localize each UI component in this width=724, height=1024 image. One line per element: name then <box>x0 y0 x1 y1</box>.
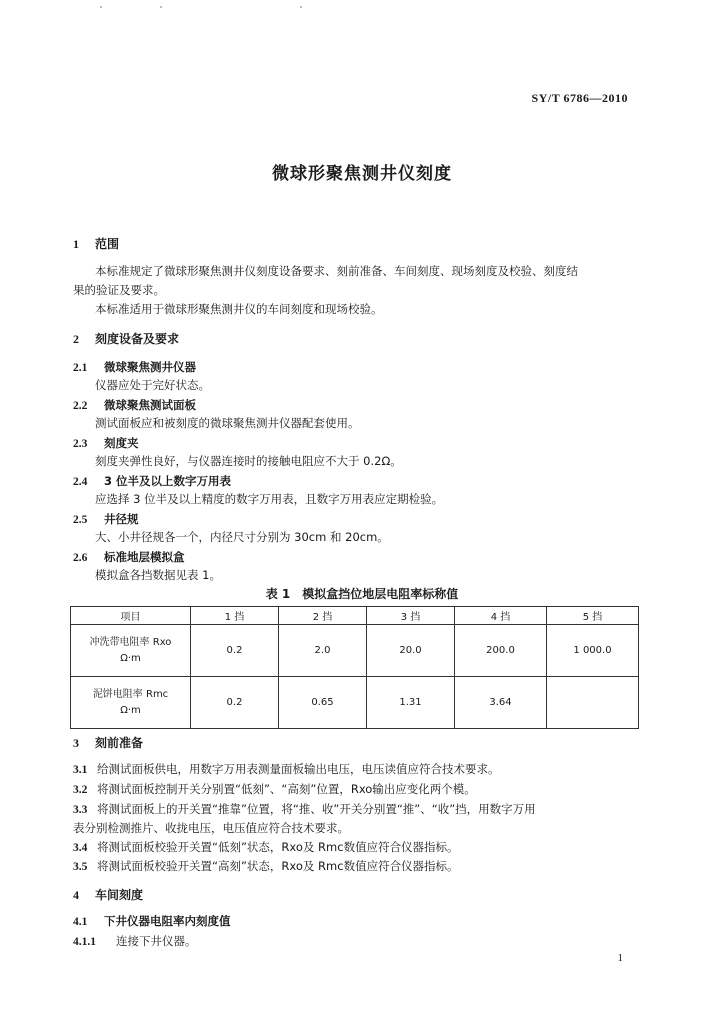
table-row <box>71 677 639 729</box>
document-title: 微球形聚焦测井仪刻度 <box>272 164 452 184</box>
row-label-name: 冲洗带电阻率 Rxo <box>89 636 172 648</box>
subsection-number: 2.6 <box>73 552 88 564</box>
table-cell <box>547 677 639 729</box>
table-cell: 0.65 <box>279 677 367 729</box>
table-cell: 0.2 <box>191 677 279 729</box>
section-number: 1 <box>73 237 79 251</box>
list-item <box>73 837 639 858</box>
table-header-row <box>71 607 639 625</box>
subsection-number: 2.3 <box>73 438 88 450</box>
table-cell: 3.64 <box>455 677 547 729</box>
row-label-unit: Ω·m <box>120 704 141 716</box>
item-number: 3.5 <box>73 861 88 873</box>
subsection-title: 标准地层模拟盒 <box>104 550 185 564</box>
subsection-number: 2.5 <box>73 514 88 526</box>
section-title: 刻度设备及要求 <box>95 332 180 346</box>
subsection-heading <box>73 397 196 413</box>
column-header: 5 挡 <box>547 607 639 625</box>
subsection-number: 2.2 <box>73 400 88 412</box>
item-text: 将测试面板校验开关置“低刻”状态，Rxo及 Rmc数值应符合仪器指标。 <box>97 840 459 854</box>
table-cell: 1 000.0 <box>547 625 639 677</box>
section-title: 车间刻度 <box>95 888 144 902</box>
row-label-name: 泥饼电阻率 Rmc <box>92 688 169 700</box>
list-item <box>73 799 639 820</box>
subsection-title: 3 位半及以上数字万用表 <box>104 474 232 488</box>
item-text: 将测试面板控制开关分别置“低刻”、“高刻”位置，Rxo输出应变化两个模。 <box>97 782 476 796</box>
paragraph: 仪器应处于完好状态。 <box>95 378 210 392</box>
item-number: 3.4 <box>73 842 88 854</box>
column-header: 3 挡 <box>367 607 455 625</box>
table-cell: 0.2 <box>191 625 279 677</box>
paragraph: 测试面板应和被刻度的微球聚焦测井仪器配套使用。 <box>95 416 360 430</box>
column-header: 项目 <box>71 607 191 625</box>
item-text: 将测试面板上的开关置“推靠”位置，将“推、收”开关分别置“推”、“收”挡，用数字万用 <box>97 802 536 816</box>
table-cell: 200.0 <box>455 625 547 677</box>
scan-speck <box>300 6 302 8</box>
subsubsection-heading <box>73 933 197 949</box>
subsection-heading <box>73 359 196 375</box>
paragraph: 应选择 3 位半及以上精度的数字万用表，且数字万用表应定期检验。 <box>95 492 444 506</box>
subsection-heading <box>73 435 139 451</box>
row-label <box>71 677 191 729</box>
subsection-number: 4.1.1 <box>73 936 96 948</box>
table-row <box>71 625 639 677</box>
paragraph: 本标准规定了微球形聚焦测井仪刻度设备要求、刻前准备、车间刻度、现场刻度及校验、刻度结 <box>95 264 578 278</box>
section-1-heading <box>73 235 119 252</box>
table-cell: 2.0 <box>279 625 367 677</box>
subsection-title: 刻度夹 <box>104 436 139 450</box>
section-4-heading <box>73 886 143 903</box>
column-header: 2 挡 <box>279 607 367 625</box>
subsection-number: 4.1 <box>73 916 88 928</box>
subsection-title: 下井仪器电阻率内刻度值 <box>104 914 231 928</box>
paragraph: 模拟盒各挡数据见表 1。 <box>95 568 221 582</box>
column-header: 4 挡 <box>455 607 547 625</box>
scan-speck <box>160 6 162 8</box>
section-number: 4 <box>73 888 79 902</box>
item-number: 3.3 <box>73 804 88 816</box>
data-table <box>70 606 639 729</box>
list-item-continuation: 表分别检测推片、收拢电压，电压值应符合技术要求。 <box>73 821 349 835</box>
section-number: 3 <box>73 736 79 750</box>
item-text: 给测试面板供电，用数字万用表测量面板输出电压，电压读值应符合技术要求。 <box>97 762 500 776</box>
row-label <box>71 625 191 677</box>
subsection-number: 2.1 <box>73 362 88 374</box>
paragraph: 刻度夹弹性良好，与仪器连接时的接触电阻应不大于 0.2Ω。 <box>95 454 402 468</box>
paragraph: 本标准适用于微球形聚焦测井仪的车间刻度和现场校验。 <box>95 302 383 316</box>
row-label-unit: Ω·m <box>120 652 141 664</box>
subsection-title: 井径规 <box>104 512 139 526</box>
paragraph: 大、小井径规各一个，内径尺寸分别为 30cm 和 20cm。 <box>95 530 389 544</box>
section-title: 刻前准备 <box>95 736 144 750</box>
subsection-heading <box>73 511 139 527</box>
scan-speck <box>100 6 102 8</box>
subsection-heading <box>73 913 231 929</box>
subsection-heading <box>73 473 231 489</box>
list-item <box>73 856 639 877</box>
standard-code: SY/T 6786—2010 <box>531 91 628 105</box>
subsection-heading <box>73 549 185 565</box>
section-3-heading <box>73 734 143 751</box>
page-number: 1 <box>617 952 623 964</box>
subsection-title: 微球聚焦测井仪器 <box>104 360 196 374</box>
list-item <box>73 779 639 800</box>
item-text: 将测试面板校验开关置“高刻”状态，Rxo及 Rmc数值应符合仪器指标。 <box>97 859 459 873</box>
section-title: 范围 <box>95 237 120 251</box>
table-cell: 1.31 <box>367 677 455 729</box>
table-caption: 表 1 模拟盒挡位地层电阻率标称值 <box>265 587 459 601</box>
subsection-number: 2.4 <box>73 476 88 488</box>
subsection-title: 微球聚焦测试面板 <box>104 398 196 412</box>
paragraph: 果的验证及要求。 <box>73 283 165 297</box>
subsection-text: 连接下井仪器。 <box>116 934 197 948</box>
column-header: 1 挡 <box>191 607 279 625</box>
item-number: 3.2 <box>73 784 88 796</box>
section-number: 2 <box>73 332 79 346</box>
item-number: 3.1 <box>73 764 88 776</box>
list-item <box>73 759 639 780</box>
section-2-heading <box>73 330 179 347</box>
table-cell: 20.0 <box>367 625 455 677</box>
